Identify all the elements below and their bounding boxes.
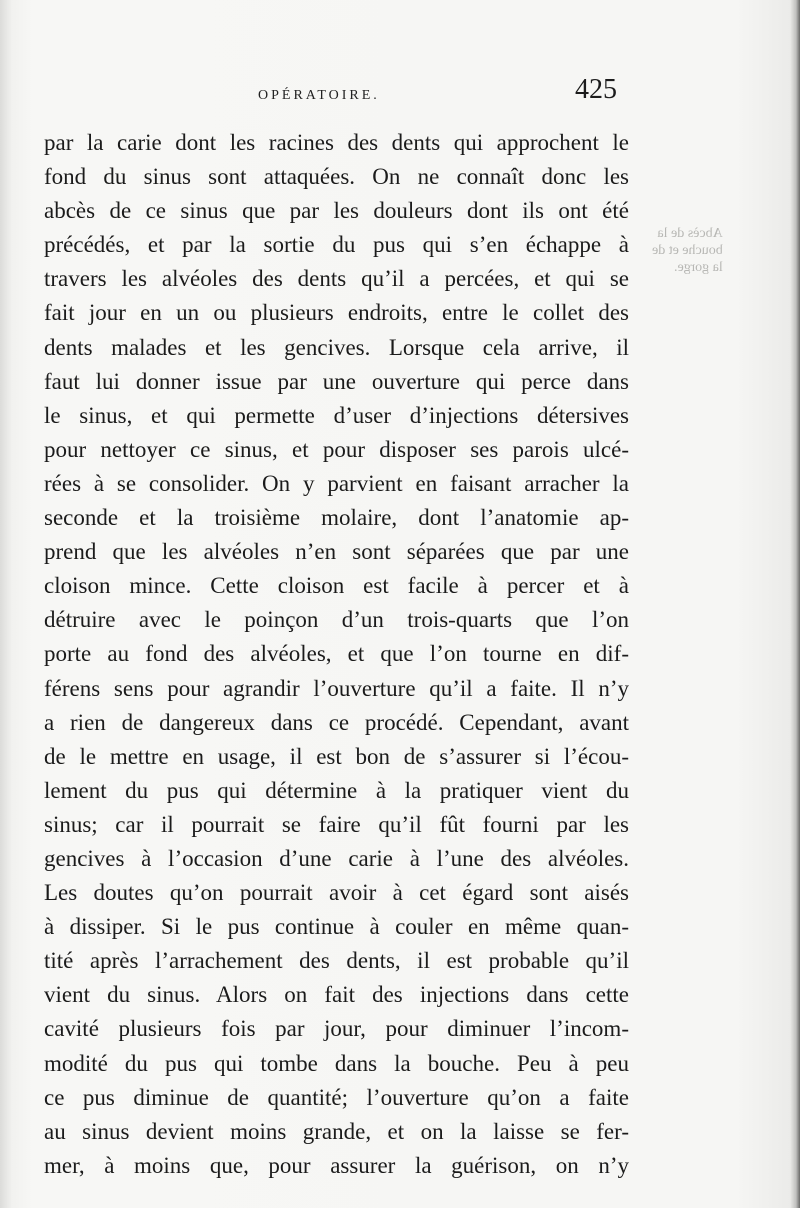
text-line: par la carie dont les racines des dents qui approchent le (44, 130, 629, 155)
text-line: a rien de dangereux dans ce procédé. Cependant, avant (44, 709, 629, 735)
text-line: travers les alvéoles des dents qu’il a percées, et qui se (44, 266, 629, 292)
text-line: ce pus diminue de quantité; l’ouverture qu’on a faite (44, 1084, 629, 1110)
text-line: tité après l’arrachement des dents, il est probable qu’il (44, 948, 629, 974)
text-line: pour nettoyer ce sinus, et pour disposer ses parois ulcé- (44, 436, 629, 462)
page-number: 425 (575, 74, 617, 105)
text-line: gencives à l’occasion d’une carie à l’une des alvéoles. (44, 845, 629, 871)
text-line: sinus; car il pourrait se faire qu’il fût fourni par les (44, 811, 629, 837)
text-line: dents malades et les gencives. Lorsque cela arrive, il (44, 334, 629, 360)
text-line: au sinus devient moins grande, et on la laisse se fer- (44, 1118, 629, 1144)
text-line: de le mettre en usage, il est bon de s’assurer si l’écou- (44, 743, 629, 769)
text-line: fond du sinus sont attaquées. On ne connaît donc les (44, 164, 629, 190)
text-line: à dissiper. Si le pus continue à couler en même quan- (44, 914, 629, 940)
margin-note-line: bouche et de (652, 243, 723, 258)
text-line: faut lui donner issue par une ouverture qui perce dans (44, 368, 629, 394)
show-through-margin-note (652, 225, 723, 276)
running-head: OPÉRATOIRE. (258, 88, 380, 103)
page-gutter-shadow (0, 0, 12, 1208)
text-line: précédés, et par la sortie du pus qui s’en échappe à (44, 232, 629, 258)
text-line: seconde et la troisième molaire, dont l’anatomie ap- (44, 505, 629, 531)
text-line: modité du pus qui tombe dans la bouche. Peu à peu (44, 1050, 629, 1076)
text-line: prend que les alvéoles n’en sont séparées que par une (44, 539, 629, 565)
text-line: lement du pus qui détermine à la pratiquer vient du (44, 777, 629, 803)
text-line: mer, à moins que, pour assurer la guérison, on n’y (44, 1152, 629, 1178)
text-line: le sinus, et qui permette d’user d’injections détersives (44, 402, 629, 428)
text-line: détruire avec le poinçon d’un trois-quarts que l’on (44, 607, 629, 633)
text-line: Les doutes qu’on pourrait avoir à cet égard sont aisés (44, 880, 629, 906)
margin-note-line: Abcès de la (657, 226, 723, 241)
text-line: rées à se consolider. On y parvient en faisant arracher la (44, 470, 629, 496)
text-line: férens sens pour agrandir l’ouverture qu’il a faite. Il n’y (44, 675, 629, 701)
margin-note-line: la gorge. (674, 260, 723, 275)
text-line: porte au fond des alvéoles, et que l’on tourne en dif- (44, 641, 629, 667)
text-line: cavité plusieurs fois par jour, pour diminuer l’incom- (44, 1016, 629, 1042)
body-text (44, 126, 629, 1183)
text-line: abcès de ce sinus que par les douleurs dont ils ont été (44, 198, 629, 224)
text-line: vient du sinus. Alors on fait des injections dans cette (44, 982, 629, 1008)
page-edge-shadow (790, 0, 800, 1208)
text-line: cloison mince. Cette cloison est facile à percer et à (44, 573, 629, 599)
text-line: fait jour en un ou plusieurs endroits, entre le collet des (44, 300, 629, 326)
